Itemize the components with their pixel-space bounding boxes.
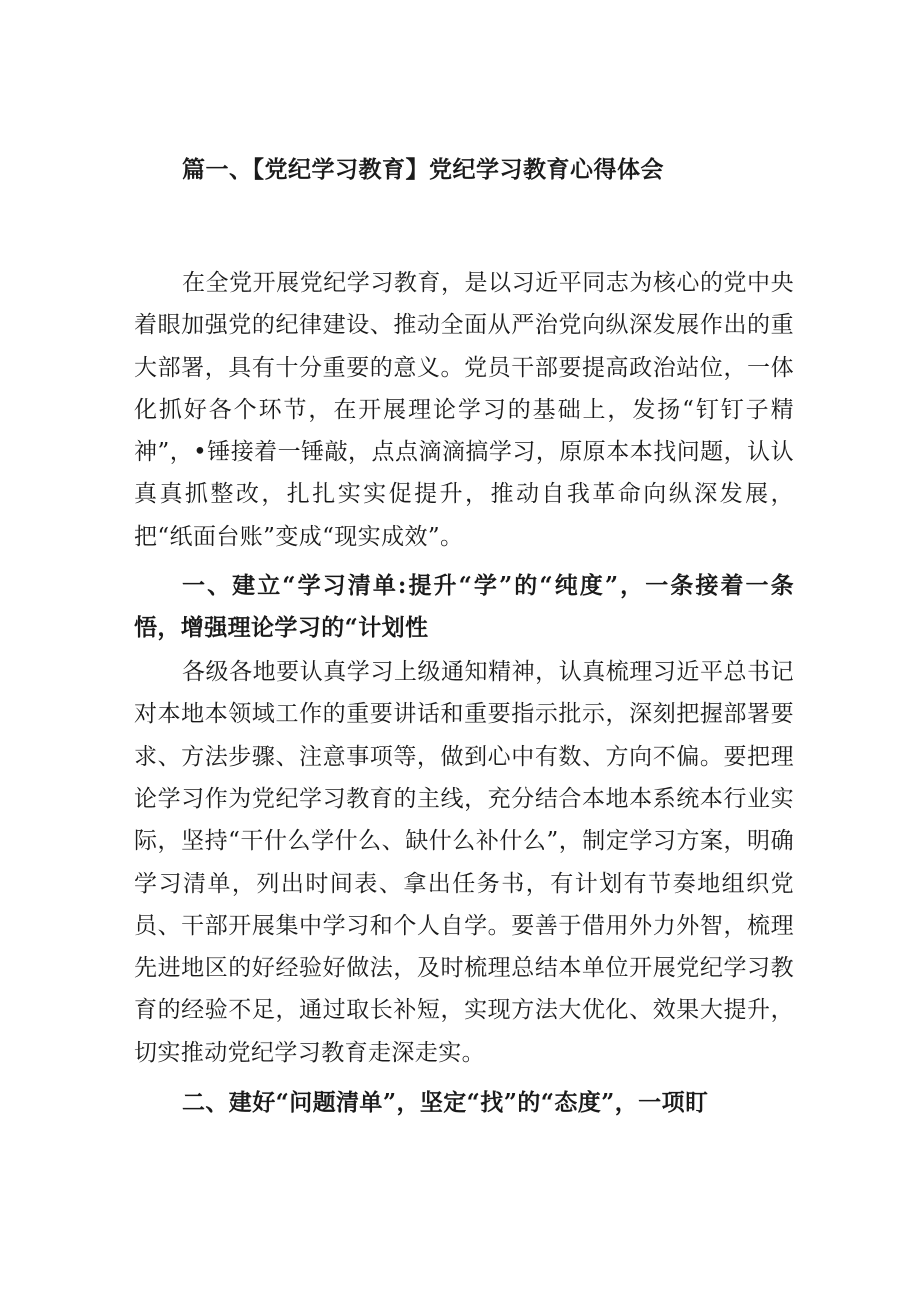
section-2-heading: 二、建好“问题清单”，坚定“找”的“态度”，一项盯	[182, 1089, 709, 1117]
section-1-heading: 一、建立“学习清单:提升“学”的“纯度”，一条接着一条悟，增强理论学习的“计划性	[134, 572, 794, 642]
section-1-body: 各级各地要认真学习上级通知精神，认真梳理习近平总书记对本地本领域工作的重要讲话和重要指示批示，深刻把握部署要求、方法步骤、注意事项等，做到心中有数、方向不偏。要把理论学习作为党纪学习教育的主线，充分结合本地本系统本行业实际，坚持“干什么学什么、缺什么补什么”，制定学习方案，明确学习清单，列出时间表、拿出任务书，有计划有节奏地组织党员、干部开展集中学习和个人自学。要善于借用外力外智，梳理先进地区的好经验好做法，及时梳理总结本单位开展党纪学习教育的经验不足，通过取长补短，实现方法大优化、效果大提升，切实推动党纪学习教育走深走实。	[134, 659, 794, 1066]
intro-paragraph: 在全党开展党纪学习教育，是以习近平同志为核心的党中央着眼加强党的纪律建设、推动全面从严治党向纵深发展作出的重大部署，具有十分重要的意义。党员干部要提高政治站位，一体化抓好各个环节，在开展理论学习的基础上，发扬“钉钉子精神”，•锤接着一锤敲，点点滴滴搞学习，原原本本找问题，认认真真抓整改，扎扎实实促提升，推动自我革命向纵深发展，把“纸面台账”变成“现实成效”。	[134, 270, 794, 550]
document-page	[134, 148, 794, 1126]
document-title: 篇一、【党纪学习教育】党纪学习教育心得体会	[182, 156, 664, 183]
